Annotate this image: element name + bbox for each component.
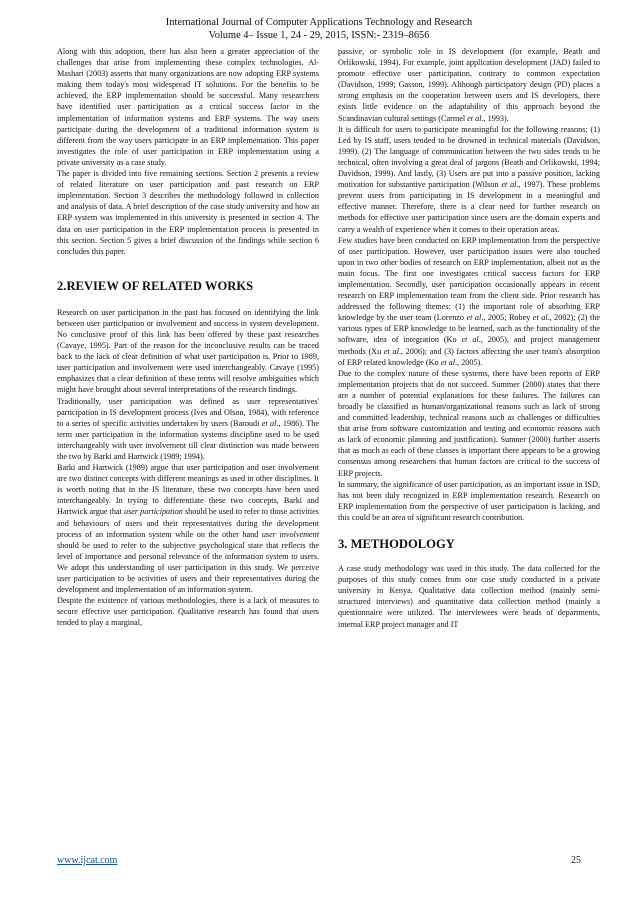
section-heading-methodology: 3. METHODOLOGY bbox=[338, 537, 455, 552]
paragraph-intro: Along with this adoption, there has also been a greater appreciation of the challenges that arise from implementing these complex technologies. Al-Mashari (2003) asserts that many organizations are now adopting ERP systems making them today's most widespread IT solutions. For the benefits to be achieved, the ERP implementation should be successful. Many researchers have identified user participation as a critical success factor in the implementation of information systems and ERP systems. The way users participate during the development of a traditional information system is different from the way users participate in an ERP implementation. This paper investigates the role of user participation in ERP implementation using a private university as a case study. bbox=[57, 47, 319, 167]
paragraph-summary: In summary, the significance of user participation, as an important issue in ISD, has not been duly recognized in ERP implementation research. Research on ERP implementation from the perspective of user participation is lacking, and this could be an area of significant research contribution. bbox=[338, 479, 600, 522]
journal-url-link[interactable]: www.ijcat.com bbox=[57, 855, 118, 866]
paragraph-research: Research on user participation in the past has focused on identifying the link between user participation or involvement and success in system development. No conclusive proof of this link has been offered by these past researches (Cavaye, 1995). Part of the reason for the inconclusive results can be traced back to the lack of clear definition of what user participation is. Prior to 1989, user participation and involvement were used interchangeably. Cavaye (1995) emphasizes that a clear definition of these terms will resolve ambiguities which might have brought about several interpretations of the research findings. bbox=[57, 307, 319, 395]
journal-header bbox=[0, 16, 638, 42]
paragraph-methodologies: Despite the existence of various methodologies, there is a lack of measures to secure effective user participation. Qualitative research has found that users tended to play a marginal, bbox=[57, 596, 319, 628]
paragraph-few-studies: Few studies have been conducted on ERP implementation from the perspective of user participation. However, user participation issues were also touched upon in two other bodies of research on ERP implementation, albeit not as the main focus. The first one investigates critical success factors for ERP implementation. Secondly, user participation occasionally appears in recent research on ERP implementation team from the client side. Prior research has addressed the following themes: (1) the important role of absorbing ERP knowledge by the user team (Lorenzo et al., 2005; Robey et al., 2002); (2) the various types of ERP knowledge to be learned, such as the functionality of the software, idea of integration (Ko et al., 2005), and project management methods (Xu et al., 2006); and (3) factors affecting the user team's absorption of ERP related knowledge (Ko et al., 2005). bbox=[338, 235, 601, 367]
journal-volume: Volume 4– Issue 1, 24 - 29, 2015, ISSN:- 2319–8656 bbox=[208, 30, 430, 41]
paragraph-passive-role: passive, or symbolic role in IS development (for example, Beath and Orlikowski, 1994). For example, joint application development (JAD) failed to promote effective user participation, contrary to common expectation (Davidson, 1999; Gasson, 1999). Although participatory design (PD) places a strong emphasis on the cooperation between users and IS developers, there exists little evidence on the adaptability of this approach beyond the Scandinavian cultural settings (Carmel et al., 1993). bbox=[338, 47, 600, 123]
section-heading-related-works: 2.REVIEW OF RELATED WORKS bbox=[57, 278, 254, 293]
journal-title: International Journal of Computer Applications Technology and Research bbox=[165, 17, 473, 28]
paragraph-reasons: It is difficult for users to participate meaningful for the following reasons; (1) Led by IS staff, users tended to be drowned in technical materials (Davidson, 1999). (2) The language of communication between the two sides tends to be technical, often involving a great deal of jargons (Beath and Orlikowski, 1994; Davidson, 1999). And lastly, (3) Users are put into a passive position, lacking motivation for substantive participation (Wilson et al., 1997). These problems prevent users from participating in IS development in a meaningful and effective manner. Therefore, there is a clear need for further research on methods for effective user participation since users are the domain experts and carry a wealth of experience when it comes to their operation areas. bbox=[338, 124, 600, 234]
paragraph-barki-hartwick: Barki and Hartwick (1989) argue that user participation and user involvement are two distinct concepts with different meanings as used in other disciplines. It is worth noting that in the IS literature, these two concepts have been used interchangeably. In trying to differentiate these two concepts, Barki and Hartwick argue that user participation should be used to refer to those activities and behaviours of users and their representatives during the development process of an information system while on the other hand user involvement should be used to refer to the subjective psychological state that reflects the level of importance and personal relevance of the information system to users. We adopt this understanding of user participation in this study. We perceive user participation to be activities of users and their representatives during the development and implementation of an information system. bbox=[57, 463, 320, 595]
left-column bbox=[57, 46, 319, 629]
right-column bbox=[338, 46, 600, 630]
paragraph-case-study: A case study methodology was used in this study. The data collected for the purposes of this study comes from one case study conducted in a private university in Kenya. Qualitative data collection method (mainly semi-structured interviews) and quantitative data collection method (mainly a questionnaire were utilized. The interviewees were heads of departments, internal ERP project manager and IT bbox=[338, 564, 600, 629]
page-number: 25 bbox=[571, 855, 581, 866]
paragraph-sections: The paper is divided into five remaining sections. Section 2 presents a review of related literature on user participation and past research on ERP implementation. Section 3 describes the methodology followed in collection and analysis of data. A brief description of the case study university and how an ERP system was implemented in this university is presented in section 4. The data on user participation in the ERP implementation process is presented in this section. Section 5 gives a brief discussion of the findings while section 6 concludes this paper. bbox=[57, 169, 319, 256]
paragraph-traditionally: Traditionally, user participation was defined as user representatives' participation in IS development process (Ives and Olson, 1984), with reference to a series of specific activities undertaken by users (Baroudi et al., 1986). The term user participation in the information systems discipline used to be used interchangeably with user involvement till clear distinction was made between the two by Barki and Hartwick (1989; 1994). bbox=[57, 396, 320, 461]
paragraph-complex-nature: Due to the complex nature of these systems, there have been reports of ERP implementation projects that do not succeed. Summer (2000) states that there are a number of potential explanations for these failures. The failures can broadly be classified as human/organizational reasons such as lack of strong and committed leadership, technical reasons such as challenges or difficulties that arise from software customization and testing and economic reasons such as lack of economic planning and justification). Sumner (2000) further asserts that as much as each of these classes is important there appears to be a growing consensus among researchers that human factors are critical to the success of ERP projects. bbox=[338, 368, 600, 478]
